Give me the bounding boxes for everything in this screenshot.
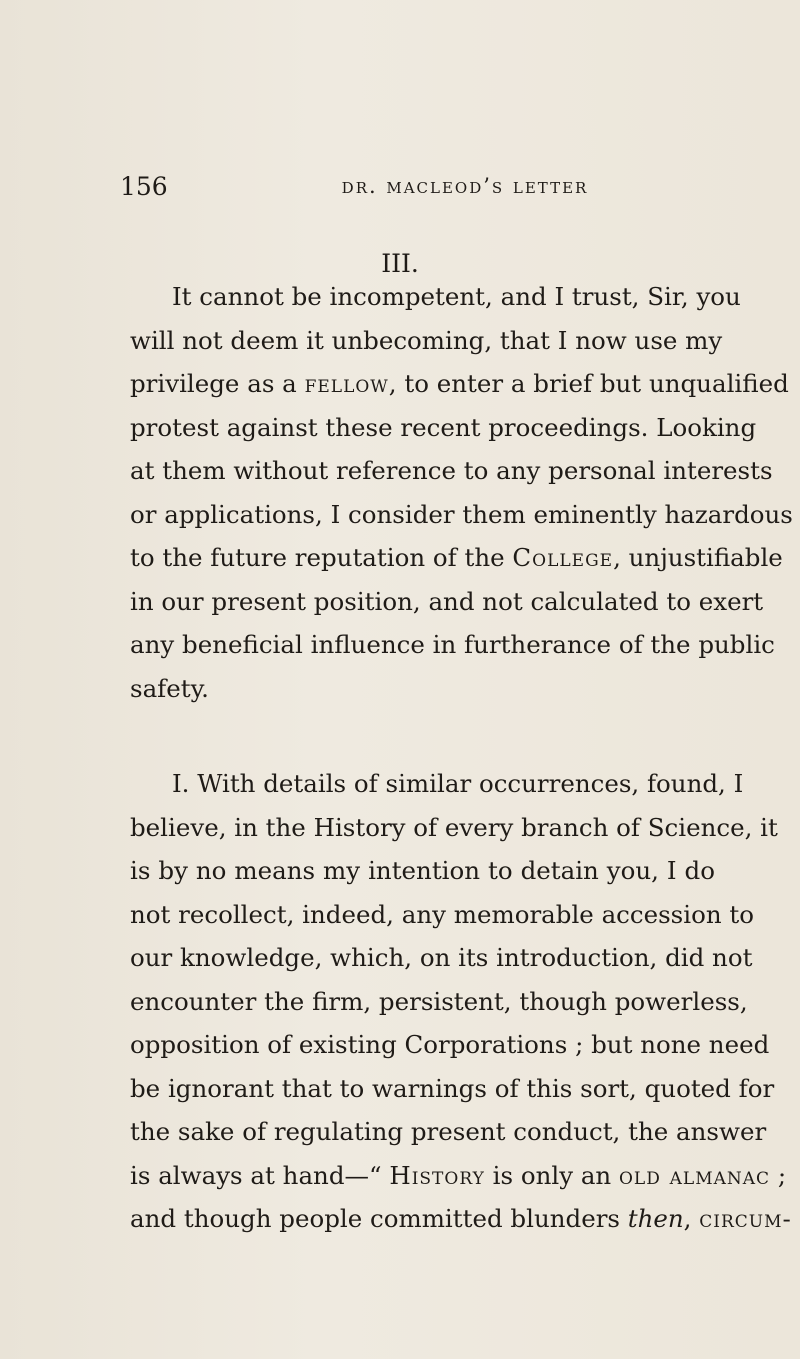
text-line: encounter the firm, persistent, though powerless, xyxy=(130,986,748,1016)
text-line: any beneficial influence in furtherance of the public xyxy=(130,630,775,659)
text-line: believe, in the History of every branch of Science, it xyxy=(130,812,778,842)
text-line: protest against these recent proceedings. Looking xyxy=(130,412,757,442)
paragraph-1 xyxy=(130,275,793,710)
text-line: privilege as a fellow, to enter a brief but unqualified xyxy=(130,369,789,398)
page-number: 156 xyxy=(120,172,168,201)
paragraph-2 xyxy=(130,762,792,1241)
text-line: not recollect, indeed, any memorable accession to xyxy=(130,899,755,929)
text-line: safety. xyxy=(130,673,209,703)
text-line: our knowledge, which, on its introduction, did not xyxy=(130,943,753,972)
text-line: and though people committed blunders then, circum- xyxy=(130,1204,792,1233)
text-line: be ignorant that to warnings of this sort, quoted for xyxy=(130,1073,775,1103)
text-line: is always at hand—“ History is only an old almanac ; xyxy=(130,1160,787,1190)
text-line: will not deem it unbecoming, that I now use my xyxy=(130,325,723,355)
text-line: in our present position, and not calculated to exert xyxy=(130,586,764,616)
page-header xyxy=(120,172,720,212)
section-number: III. xyxy=(381,249,419,278)
text-line: It cannot be incompetent, and I trust, Sir, you xyxy=(172,282,741,311)
text-line: opposition of existing Corporations ; but none need xyxy=(130,1030,770,1059)
running-title: dr. macleod’s letter xyxy=(341,174,589,198)
text-line: at them without reference to any personal interests xyxy=(130,456,773,485)
text-line: I. With details of similar occurrences, found, I xyxy=(172,769,744,798)
text-line: or applications, I consider them eminently hazardous xyxy=(130,499,793,529)
text-line: to the future reputation of the College, unjustifiable xyxy=(130,543,783,572)
text-line: is by no means my intention to detain you, I do xyxy=(130,856,715,885)
text-line: the sake of regulating present conduct, the answer xyxy=(130,1117,767,1146)
